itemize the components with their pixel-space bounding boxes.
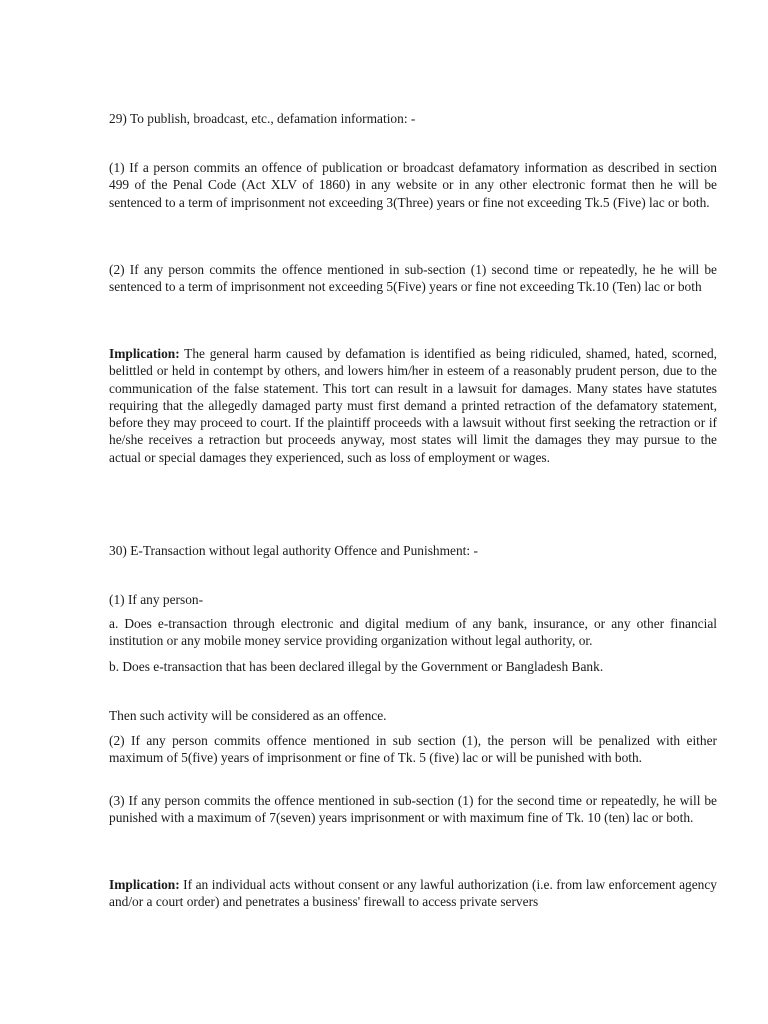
- paragraph-text: (1) If a person commits an offence of publication or broadcast defamatory information as described in section 499 of the Penal Code (Act XLV of 1860) in any website or in any other electronic format then he will be sentenced to a term of imprisonment not exceeding 3(Three) years or fine not exceeding Tk.5 (Five) lac or both.: [109, 160, 717, 210]
- paragraph-text: a. Does e-transaction through electronic and digital medium of any bank, insurance, or any other financial institution or any mobile money service providing organization without legal authority, or.: [109, 616, 717, 649]
- section-30-heading: 30) E-Transaction without legal authority Offence and Punishment: -: [109, 543, 478, 558]
- section-29-heading: 29) To publish, broadcast, etc., defamation information: -: [109, 111, 416, 126]
- paragraph-text: (2) If any person commits offence mentioned in sub section (1), the person will be penalized with either maximum of 5(five) years of imprisonment or fine of Tk. 5 (five) lac or will be punished with both.: [109, 733, 717, 766]
- section-30-subsection-2: [109, 732, 717, 767]
- section-30-then-text: Then such activity will be considered as an offence.: [109, 708, 387, 723]
- section-30-implication: [109, 876, 717, 911]
- section-30-subsection-3: [109, 792, 717, 827]
- implication-label: Implication:: [109, 877, 180, 892]
- section-30-item-a: [109, 615, 717, 650]
- section-29-subsection-2: [109, 261, 717, 296]
- paragraph-text: (2) If any person commits the offence mentioned in sub-section (1) second time or repeatedly, he he will be sentenced to a term of imprisonment not exceeding 5(Five) years or fine not exceeding Tk.10 (Ten) lac or both: [109, 262, 717, 295]
- implication-text: If an individual acts without consent or any lawful authorization (i.e. from law enforcement agency and/or a court order) and penetrates a business' firewall to access private servers: [109, 877, 717, 910]
- section-30-item-b: b. Does e-transaction that has been declared illegal by the Government or Bangladesh Bank.: [109, 659, 604, 674]
- section-30-subsection-1-intro: (1) If any person-: [109, 592, 204, 607]
- section-29-implication: [109, 345, 717, 466]
- implication-text: The general harm caused by defamation is identified as being ridiculed, shamed, hated, scorned, belittled or held in contempt by others, and lowers him/her in esteem of a reasonably prudent person, due to the communication of the false statement. This tort can result in a lawsuit for damages. Many states have statutes requiring that the allegedly damaged party must first demand a printed retraction of the defamatory statement, before they may proceed to court. If the plaintiff proceeds with a lawsuit without first seeking the retraction or if he/she receives a retraction but proceeds anyway, most states will limit the damages they may pursue to the actual or special damages they experienced, such as loss of employment or wages.: [109, 346, 717, 465]
- section-29-subsection-1: [109, 159, 717, 211]
- implication-label: Implication:: [109, 346, 180, 361]
- paragraph-text: (3) If any person commits the offence mentioned in sub-section (1) for the second time or repeatedly, he will be punished with a maximum of 7(seven) years imprisonment or with maximum fine of Tk. 10 (ten) lac or both.: [109, 793, 717, 826]
